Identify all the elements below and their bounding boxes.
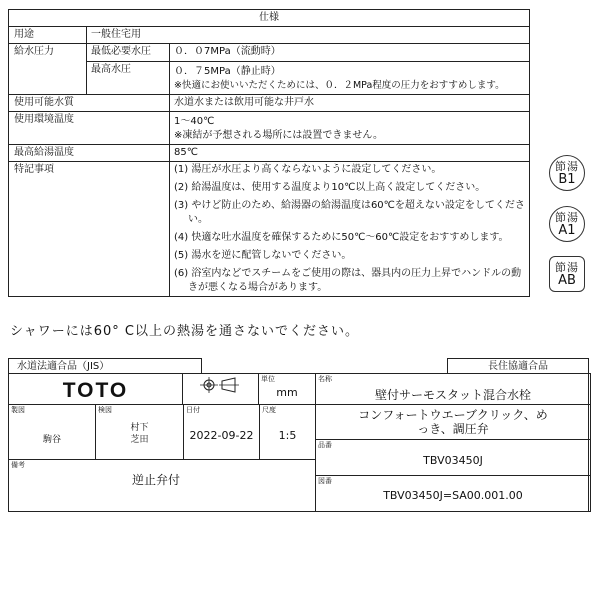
note-item: (5) 湯水を逆に配管しないでください。 — [174, 250, 352, 261]
spec-table-title: 仕様 — [9, 10, 530, 27]
note-item: (3) やけど防止のため、給湯器の給湯温度は60℃を超えない設定をしてください。 — [174, 200, 525, 225]
water-saving-ab-badge — [549, 256, 585, 292]
max-pressure-label: 最高水圧 — [87, 62, 170, 95]
badge-top-text: 節湯 — [555, 160, 579, 173]
water-saving-b1-badge — [549, 155, 585, 191]
max-pressure-value: ０．７5MPa（静止時） — [174, 66, 281, 77]
note-item: (4) 快適な吐水温度を確保するために50℃～60℃設定をおすすめします。 — [174, 232, 509, 243]
drawn-by-label: 製図 — [11, 406, 25, 414]
product-number-label: 品番 — [318, 441, 332, 449]
usage-label: 用途 — [9, 27, 87, 44]
max-pressure-note: ※快適にお使いいただくためには、０．２MPa程度の圧力をおすすめします。 — [174, 80, 505, 91]
date-cell — [183, 404, 260, 460]
drawn-by-value: 駒谷 — [42, 435, 61, 445]
remarks-cell — [8, 459, 316, 512]
date-label: 日付 — [186, 406, 200, 414]
water-quality-value: 水道水または飲用可能な井戸水 — [170, 95, 530, 112]
checked-by-value-2: 芝田 — [130, 435, 149, 445]
scale-value: 1:5 — [278, 429, 297, 442]
badge-top-text: 節湯 — [555, 261, 579, 274]
environment-label: 使用環境温度 — [9, 112, 170, 145]
product-number-cell — [315, 439, 591, 476]
usage-value: 一般住宅用 — [87, 27, 530, 44]
product-number-value: TBV03450J — [423, 454, 483, 467]
drawing-number-cell — [315, 475, 591, 512]
unit-cell — [258, 373, 316, 405]
checked-by-label: 検図 — [98, 406, 112, 414]
environment-cell — [170, 112, 530, 145]
housing-association-tag: 長住協適合品 — [447, 358, 589, 374]
drawn-by-cell — [8, 404, 96, 460]
min-pressure-label: 最低必要水圧 — [87, 44, 170, 62]
checked-by-value-1: 村下 — [130, 423, 149, 433]
third-angle-projection-icon — [183, 374, 258, 404]
product-name-line3: っき、調圧弁 — [417, 422, 489, 436]
scale-cell — [259, 404, 316, 460]
max-hot-water-label: 最高給湯温度 — [9, 145, 170, 162]
badge-code: A1 — [558, 223, 576, 238]
shower-warning: シャワーには60° C以上の熱湯を通さないでください。 — [10, 324, 359, 339]
min-pressure-value: ０．０7MPa（流動時） — [170, 44, 530, 62]
water-quality-label: 使用可能水質 — [9, 95, 170, 112]
badge-code: B1 — [558, 172, 576, 187]
product-name-line1: 壁付サーモスタット混合水栓 — [374, 388, 531, 402]
notes-label: 特記事項 — [9, 162, 170, 297]
date-value: 2022-09-22 — [189, 429, 254, 442]
name-continued-cell — [315, 404, 591, 440]
badge-top-text: 節湯 — [555, 211, 579, 224]
remarks-value: 逆止弁付 — [131, 473, 180, 487]
remarks-label: 備考 — [11, 461, 25, 469]
name-cell — [315, 373, 591, 405]
drawing-number-value: TBV03450J=SA00.001.00 — [383, 489, 523, 502]
environment-value: 1～40℃ — [174, 116, 215, 127]
pressure-label: 給水圧力 — [9, 44, 87, 95]
notes-list — [170, 162, 530, 297]
unit-value: mm — [276, 386, 298, 399]
unit-label: 単位 — [261, 375, 275, 383]
note-item: (1) 湯圧が水圧より高くならないように設定してください。 — [174, 164, 442, 175]
name-label: 名称 — [318, 375, 332, 383]
toto-logo: TOTO — [62, 379, 129, 402]
scale-label: 尺度 — [262, 406, 276, 414]
badge-code: AB — [558, 273, 576, 288]
spec-table — [8, 9, 530, 297]
note-item: (2) 給湯温度は、使用する温度より10℃以上高く設定してください。 — [174, 182, 486, 193]
projection-symbol-cell — [182, 373, 259, 405]
logo-cell — [8, 373, 183, 405]
drawing-number-label: 図番 — [318, 477, 332, 485]
water-saving-a1-badge — [549, 206, 585, 242]
product-name-line2: コンフォートウエーブクリック、め — [358, 408, 548, 422]
note-item: (6) 浴室内などでスチームをご使用の際は、器具内の圧力上昇でハンドルの動きが悪くなる場合があります。 — [174, 268, 522, 293]
max-pressure-cell — [170, 62, 530, 95]
title-block — [8, 373, 589, 512]
max-hot-water-value: 85℃ — [170, 145, 530, 162]
environment-note: ※凍結が予想される場所には設置できません。 — [174, 130, 383, 141]
jis-compliance-tag: 水道法適合品（JIS） — [8, 358, 202, 374]
checked-by-cell — [95, 404, 184, 460]
